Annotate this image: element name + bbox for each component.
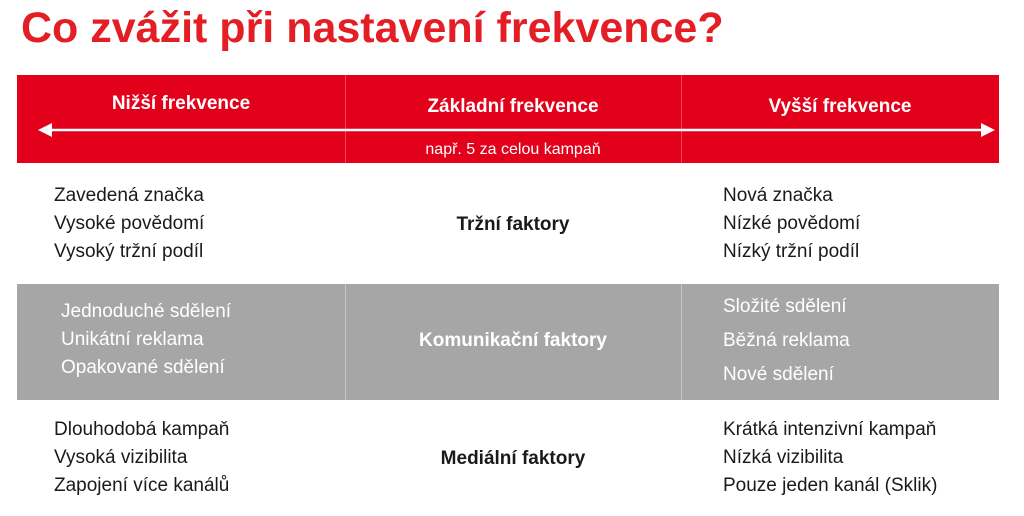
market-higher-frequency-list (723, 182, 860, 266)
list-item: Nízký tržní podíl (723, 241, 860, 262)
list-item: Běžná reklama (723, 330, 850, 351)
list-item: Nová značka (723, 185, 833, 206)
frequency-header-band (17, 75, 999, 163)
media-factors-row (17, 400, 999, 516)
list-item: Dlouhodobá kampaň (54, 419, 230, 440)
list-item: Vysoké povědomí (54, 213, 205, 234)
list-item: Jednoduché sdělení (61, 301, 232, 322)
communication-divider-right (681, 284, 682, 400)
media-higher-frequency-list (723, 416, 937, 500)
list-item: Opakované sdělení (61, 357, 225, 378)
list-item: Vysoký tržní podíl (54, 241, 204, 262)
list-item: Složité sdělení (723, 296, 847, 317)
communication-factors-row (17, 284, 999, 400)
list-item: Krátká intenzivní kampaň (723, 419, 937, 440)
communication-lower-frequency-list (61, 298, 231, 382)
list-item: Pouze jeden kanál (Sklik) (723, 475, 938, 496)
communication-factors-label: Komunikační faktory (419, 330, 607, 351)
list-item: Nové sdělení (723, 364, 834, 385)
media-factors-label: Mediální faktory (440, 448, 586, 469)
base-frequency-label: Základní frekvence (427, 96, 599, 117)
media-lower-frequency-list (54, 416, 229, 500)
market-factors-label: Tržní faktory (456, 214, 570, 235)
list-item: Zapojení více kanálů (54, 475, 230, 496)
market-lower-frequency-list (54, 182, 204, 266)
market-factors-row (17, 168, 999, 284)
double-headed-arrow-icon (38, 121, 995, 139)
list-item: Zavedená značka (54, 185, 204, 206)
slide-title: Co zvážit při nastavení frekvence? (21, 4, 724, 52)
lower-frequency-label: Nižší frekvence (111, 93, 251, 114)
header-divider-right (681, 75, 682, 163)
list-item: Vysoká vizibilita (54, 447, 188, 468)
higher-frequency-label: Vyšší frekvence (768, 96, 912, 117)
communication-higher-frequency-list (723, 290, 850, 392)
base-frequency-note: např. 5 za celou kampaň (425, 141, 601, 158)
list-item: Nízké povědomí (723, 213, 861, 234)
list-item: Unikátní reklama (61, 329, 204, 350)
list-item: Nízká vizibilita (723, 447, 844, 468)
